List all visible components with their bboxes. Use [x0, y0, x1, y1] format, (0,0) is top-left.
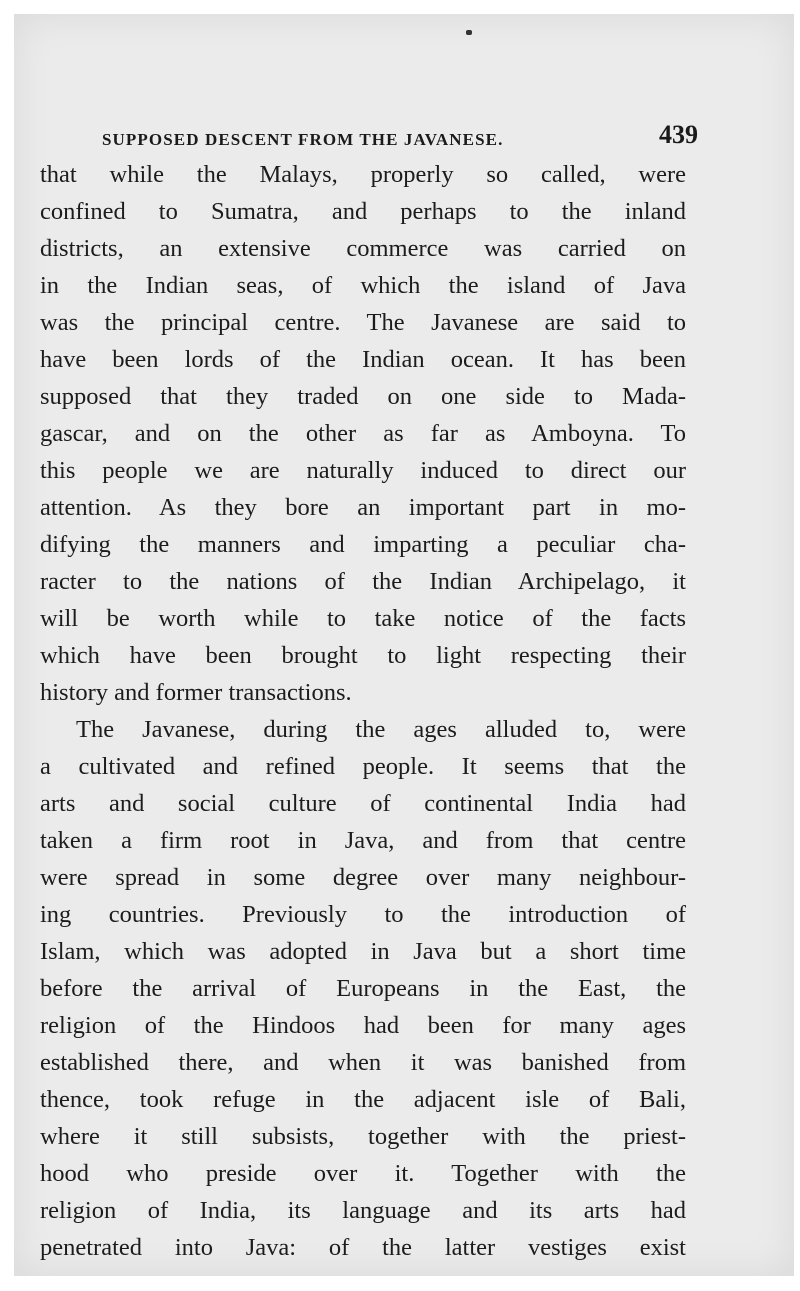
- text-line: arts and social culture of continental India had: [40, 790, 686, 817]
- text-line: that while the Malays, properly so called, were: [40, 161, 686, 188]
- text-line: taken a firm root in Java, and from that centre: [40, 827, 686, 854]
- text-line: Islam, which was adopted in Java but a short time: [40, 938, 686, 965]
- text-line: thence, took refuge in the adjacent isle of Bali,: [40, 1086, 686, 1113]
- text-line: supposed that they traded on one side to Mada-: [40, 383, 686, 410]
- text-line: a cultivated and refined people. It seems that the: [40, 753, 686, 780]
- text-line: attention. As they bore an important part in mo-: [40, 494, 686, 521]
- text-line: in the Indian seas, of which the island of Java: [40, 272, 686, 299]
- text-line: were spread in some degree over many neighbour-: [40, 864, 686, 891]
- text-line: penetrated into Java: of the latter vestiges exist: [40, 1234, 686, 1261]
- text-line: districts, an extensive commerce was carried on: [40, 235, 686, 262]
- running-head: SUPPOSED DESCENT FROM THE JAVANESE.: [102, 130, 504, 149]
- text-line: gascar, and on the other as far as Amboyna. To: [40, 420, 686, 447]
- text-line: ing countries. Previously to the introduction of: [40, 901, 686, 928]
- text-line: which have been brought to light respecting their: [40, 642, 686, 669]
- page-number: 439: [659, 120, 698, 149]
- body-text: [40, 156, 686, 1266]
- text-line: racter to the nations of the Indian Archipelago, it: [40, 568, 686, 595]
- page-header: [102, 120, 702, 156]
- text-line: religion of the Hindoos had been for many ages: [40, 1012, 686, 1039]
- text-line: have been lords of the Indian ocean. It has been: [40, 346, 686, 373]
- text-line: difying the manners and imparting a peculiar cha-: [40, 531, 686, 558]
- text-line: established there, and when it was banished from: [40, 1049, 686, 1076]
- text-line: was the principal centre. The Javanese are said to: [40, 309, 686, 336]
- text-line: confined to Sumatra, and perhaps to the inland: [40, 198, 686, 225]
- print-speck: [466, 30, 472, 35]
- text-line: where it still subsists, together with the priest-: [40, 1123, 686, 1150]
- text-line: religion of India, its language and its arts had: [40, 1197, 686, 1224]
- text-line: this people we are naturally induced to direct our: [40, 457, 686, 484]
- text-line: will be worth while to take notice of the facts: [40, 605, 686, 632]
- text-line: history and former transactions.: [40, 679, 352, 706]
- text-line: hood who preside over it. Together with the: [40, 1160, 686, 1187]
- text-line: before the arrival of Europeans in the East, the: [40, 975, 686, 1002]
- paragraph-first-line: The Javanese, during the ages alluded to, were: [76, 716, 686, 743]
